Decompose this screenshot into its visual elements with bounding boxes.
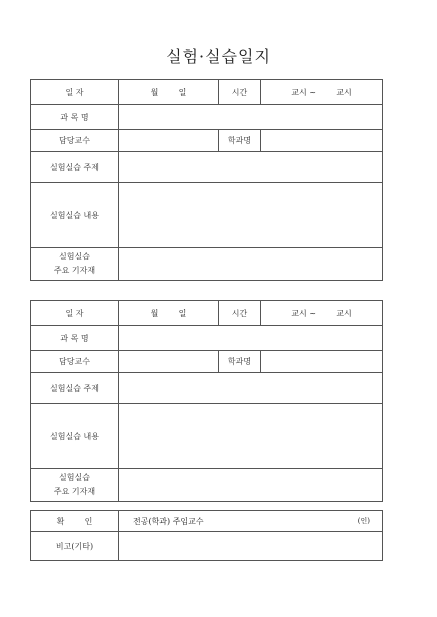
content-label: 실험실습 내용 [31,404,119,469]
dept-label: 학과명 [219,130,261,152]
topic-label: 실험실습 주제 [31,373,119,404]
content-field[interactable] [119,183,383,248]
course-field[interactable] [119,105,383,130]
equipment-label [31,248,119,281]
professor-field[interactable] [119,130,219,152]
topic-label: 실험실습 주제 [31,152,119,183]
equipment-label-line2: 주요 기자재 [53,266,96,275]
period-field[interactable]: 교시 ~ 교시 [261,80,383,105]
equipment-label-line2: 주요 기자재 [53,487,96,496]
course-label: 과 목 명 [31,326,119,351]
date-label: 일 자 [31,301,119,326]
confirm-table [30,510,383,561]
professor-field[interactable] [119,351,219,373]
remarks-field[interactable] [119,532,383,561]
course-field[interactable] [119,326,383,351]
month-day-field[interactable]: 월 일 [119,301,219,326]
seal-mark: (인) [357,517,370,525]
course-label: 과 목 명 [31,105,119,130]
dept-field[interactable] [261,351,383,373]
log-table-1 [30,79,383,281]
topic-field[interactable] [119,373,383,404]
professor-label: 담당교수 [31,130,119,152]
equipment-field[interactable] [119,248,383,281]
log-table-2 [30,300,383,502]
topic-field[interactable] [119,152,383,183]
page-title: 실험·실습일지 [166,47,271,66]
professor-label: 담당교수 [31,351,119,373]
time-label: 시간 [219,301,261,326]
date-label: 일 자 [31,80,119,105]
signer-text: 전공(학과) 주임교수 [133,517,204,526]
equipment-label-line1: 실험실습 [59,473,90,482]
equipment-label-line1: 실험실습 [59,252,90,261]
equipment-label [31,469,119,502]
confirm-field[interactable] [119,511,383,532]
time-label: 시간 [219,80,261,105]
dept-field[interactable] [261,130,383,152]
dept-label: 학과명 [219,351,261,373]
confirm-label: 확 인 [31,511,119,532]
remarks-label: 비고(기타) [31,532,119,561]
content-label: 실험실습 내용 [31,183,119,248]
content-field[interactable] [119,404,383,469]
equipment-field[interactable] [119,469,383,502]
period-field[interactable]: 교시 ~ 교시 [261,301,383,326]
month-day-field[interactable]: 월 일 [119,80,219,105]
